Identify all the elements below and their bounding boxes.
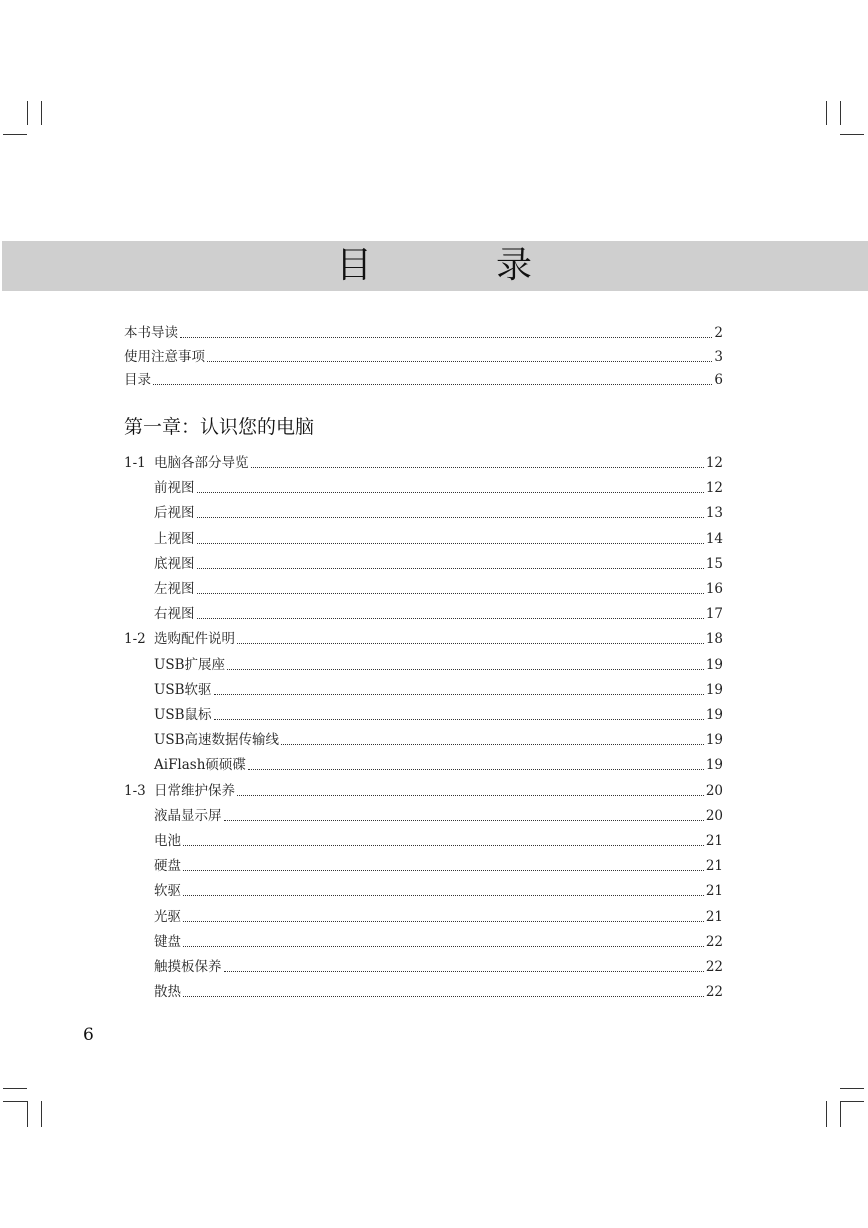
toc-item[interactable] — [154, 730, 723, 750]
toc-entry-label: 本书导读 — [124, 325, 178, 341]
toc-item[interactable] — [154, 755, 723, 775]
toc-section[interactable] — [124, 781, 723, 801]
toc-entry-label: 硬盘 — [154, 858, 181, 875]
toc-page-number: 19 — [705, 707, 723, 723]
dot-leader — [197, 491, 704, 493]
toc-item[interactable] — [154, 655, 723, 675]
toc-item[interactable] — [154, 831, 723, 851]
toc-page-number: 21 — [705, 858, 723, 875]
toc-section[interactable] — [124, 453, 723, 473]
page-number: 6 — [83, 1025, 94, 1045]
toc-item[interactable] — [154, 478, 723, 498]
toc-entry-label: 软驱 — [154, 883, 181, 900]
toc-page-number: 16 — [705, 581, 723, 597]
toc-entry-label: 目录 — [124, 372, 151, 388]
toc-entry-label: USB软驱 — [154, 681, 212, 698]
dot-leader — [183, 920, 704, 922]
dot-leader — [237, 794, 704, 796]
toc-page-number: 18 — [705, 631, 723, 648]
toc-item[interactable] — [154, 881, 723, 901]
dot-leader — [207, 360, 712, 362]
dot-leader — [214, 718, 704, 720]
toc-entry-label: 前视图 — [154, 480, 195, 497]
front-entry[interactable] — [124, 323, 723, 343]
toc-entry-label: 右视图 — [154, 606, 195, 623]
toc-item[interactable] — [154, 503, 723, 523]
dot-leader — [183, 869, 704, 871]
toc-item[interactable] — [154, 680, 723, 700]
toc-item[interactable] — [154, 982, 723, 1002]
toc-entry-label: 触摸板保养 — [154, 959, 222, 975]
dot-leader — [183, 894, 704, 896]
toc-page-number: 20 — [705, 807, 723, 824]
dot-leader — [197, 567, 704, 569]
toc-entry-label: 键盘 — [154, 933, 181, 950]
toc-item[interactable] — [154, 856, 723, 876]
dot-leader — [214, 693, 704, 695]
toc-entry-label: 使用注意事项 — [124, 348, 205, 365]
dot-leader — [224, 970, 704, 972]
toc-page-number: 15 — [705, 555, 723, 572]
toc-entry-label: AiFlash硕硕碟 — [154, 757, 246, 774]
chapter-heading: 第一章：认识您的电脑 — [124, 416, 315, 438]
dot-leader — [237, 642, 704, 644]
dot-leader — [227, 668, 704, 670]
toc-page-number: 14 — [705, 530, 723, 547]
dot-leader — [197, 542, 704, 544]
toc-entry-label: 电池 — [154, 833, 181, 849]
toc-item[interactable] — [154, 529, 723, 549]
toc-page-number: 12 — [705, 480, 723, 497]
toc-item[interactable] — [154, 932, 723, 952]
toc-page-number: 21 — [705, 883, 723, 900]
toc-page-number: 13 — [705, 505, 723, 522]
toc-page-number: 17 — [705, 606, 723, 623]
dot-leader — [197, 592, 704, 594]
toc-entry-label: 光驱 — [154, 908, 181, 925]
toc-page-number: 19 — [705, 656, 723, 673]
dot-leader — [183, 844, 704, 846]
toc-entry-label: 散热 — [154, 984, 181, 1001]
toc-item[interactable] — [154, 604, 723, 624]
toc-item[interactable] — [154, 705, 723, 725]
toc-page-number: 19 — [705, 681, 723, 698]
toc-item[interactable] — [154, 579, 723, 599]
toc-entry-label: 选购配件说明 — [154, 631, 235, 648]
toc-section-number: 1-2 — [124, 631, 146, 648]
dot-leader — [251, 466, 704, 468]
toc-entry-label: USB扩展座 — [154, 656, 226, 673]
dot-leader — [180, 336, 712, 338]
front-entry[interactable] — [124, 347, 723, 367]
toc-page-number: 6 — [714, 372, 723, 388]
page-title: 目 录 — [335, 245, 576, 286]
toc-entry-label: 上视图 — [154, 530, 195, 547]
toc-entry-label: USB鼠标 — [154, 707, 212, 723]
toc-page-number: 20 — [705, 782, 723, 799]
front-entry[interactable] — [124, 370, 723, 390]
toc-page-number: 21 — [705, 908, 723, 925]
toc-entry-label: 电脑各部分导览 — [154, 455, 249, 471]
toc-entry-label: 液晶显示屏 — [154, 807, 222, 824]
dot-leader — [197, 516, 704, 518]
dot-leader — [153, 383, 712, 385]
dot-leader — [183, 995, 704, 997]
toc-entry-label: USB高速数据传输线 — [154, 732, 280, 749]
toc-page-number: 2 — [714, 325, 723, 341]
toc-page-number: 3 — [714, 348, 723, 365]
toc-entry-label: 底视图 — [154, 555, 195, 572]
dot-leader — [281, 743, 704, 745]
toc-page-number: 22 — [705, 933, 723, 950]
toc-page-number: 19 — [705, 757, 723, 774]
dot-leader — [248, 768, 704, 770]
toc-section-number: 1-1 — [124, 455, 146, 471]
toc-entry-label: 日常维护保养 — [154, 782, 235, 799]
toc-item[interactable] — [154, 907, 723, 927]
dot-leader — [183, 945, 704, 947]
toc-section-number: 1-3 — [124, 782, 146, 799]
toc-section[interactable] — [124, 629, 723, 649]
toc-item[interactable] — [154, 806, 723, 826]
dot-leader — [197, 617, 704, 619]
toc-page-number: 19 — [705, 732, 723, 749]
toc-page-number: 12 — [705, 455, 723, 471]
dot-leader — [224, 819, 704, 821]
toc-page-number: 22 — [705, 984, 723, 1001]
toc-page-number: 21 — [705, 833, 723, 849]
toc-entry-label: 左视图 — [154, 581, 195, 597]
toc-item[interactable] — [154, 957, 723, 977]
toc-item[interactable] — [154, 554, 723, 574]
toc-page-number: 22 — [705, 959, 723, 975]
toc-entry-label: 后视图 — [154, 505, 195, 522]
